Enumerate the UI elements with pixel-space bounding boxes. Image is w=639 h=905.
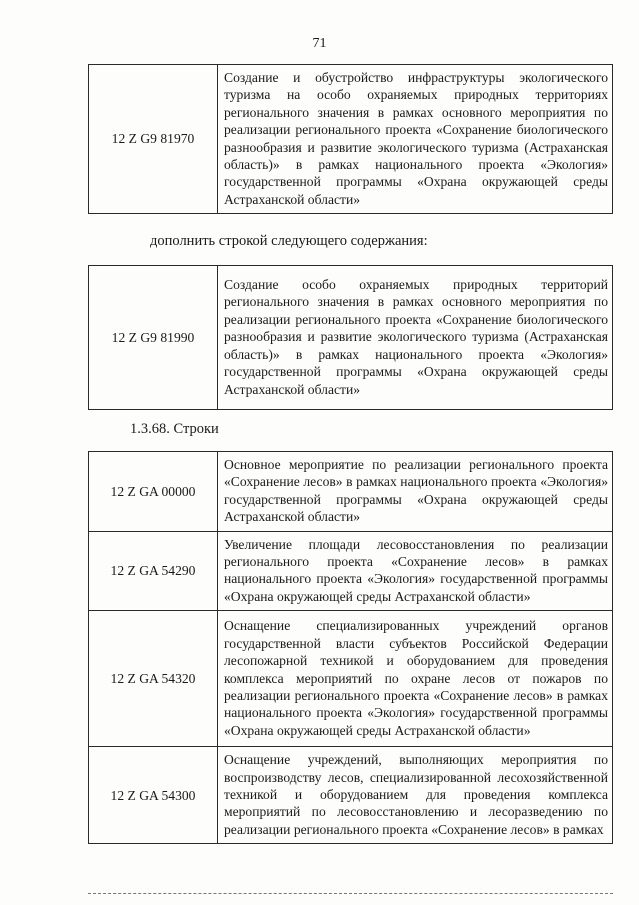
- table-row: [89, 266, 613, 410]
- table-row: [89, 531, 613, 611]
- description-cell: Создание и обустройство инфраструктуры экологического туризма на особо охраняемых природных территориях регионального значения в рамках основного мероприятия по реализации регионального проекта «Сохранение биологического разнообразия и развитие экологического туризма (Астраханская область)» в рамках национального проекта «Экология» государственной программы «Охрана окружающей среды Астраханской области»: [218, 65, 613, 214]
- table-row: [89, 747, 613, 844]
- budget-code-cell: 12 Z G9 81990: [89, 266, 218, 410]
- page-bottom-divider: [88, 893, 613, 894]
- description-cell: Создание особо охраняемых природных территорий регионального значения в рамках основного мероприятия по реализации регионального проекта «Сохранение биологического разнообразия и развитие экологического туризма (Астраханская область)» в рамках национального проекта «Экология» государственной программы «Охрана окружающей среды Астраханской области»: [218, 266, 613, 410]
- budget-code-table-3: [88, 451, 613, 844]
- table-row: [89, 65, 613, 214]
- section-heading: 1.3.68. Строки: [130, 421, 219, 437]
- budget-code-cell: 12 Z GA 00000: [89, 452, 218, 532]
- budget-code-cell: 12 Z GA 54290: [89, 531, 218, 611]
- page-number: 71: [312, 36, 327, 51]
- budget-code-cell: 12 Z GA 54300: [89, 747, 218, 844]
- description-cell: Основное мероприятие по реализации регионального проекта «Сохранение лесов» в рамках национального проекта «Экология» государственной программы «Охрана окружающей среды Астраханской области»: [218, 452, 613, 532]
- table-row: [89, 611, 613, 747]
- description-cell: Оснащение специализированных учреждений органов государственной власти субъектов Российской Федерации лесопожарной техникой и оборудованием для проведения комплекса мероприятий по охране лесов от пожаров по реализации регионального проекта «Сохранение лесов» в рамках национального проекта «Экология» государственной программы «Охрана окружающей среды Астраханской области»: [218, 611, 613, 747]
- budget-code-cell: 12 Z GA 54320: [89, 611, 218, 747]
- table-row: [89, 452, 613, 532]
- description-cell: Оснащение учреждений, выполняющих мероприятия по воспроизводству лесов, специализированной лесохозяйственной техникой и оборудованием для проведения комплекса мероприятий по лесовосстановлению и лесоразведению по реализации регионального проекта «Сохранение лесов» в рамках: [218, 747, 613, 844]
- instruction-paragraph: дополнить строкой следующего содержания:: [150, 233, 428, 249]
- budget-code-cell: 12 Z G9 81970: [89, 65, 218, 214]
- budget-code-table-1: [88, 64, 613, 214]
- description-cell: Увеличение площади лесовосстановления по реализации регионального проекта «Сохранение лесов» в рамках национального проекта «Экология» государственной программы «Охрана окружающей среды Астраханской области»: [218, 531, 613, 611]
- budget-code-table-2: [88, 265, 613, 410]
